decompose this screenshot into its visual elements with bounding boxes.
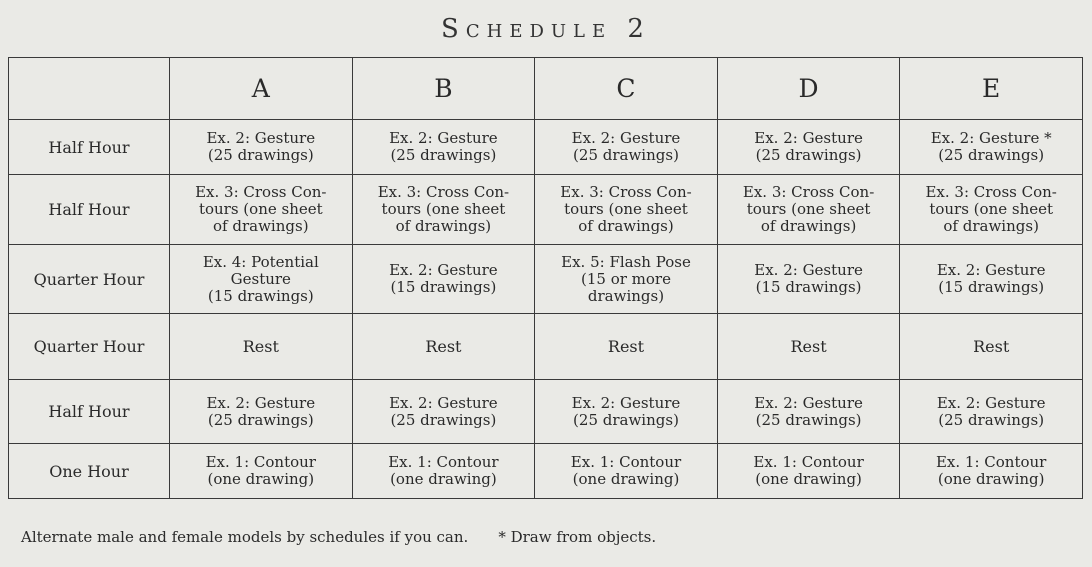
cell-text-line: Rest (242, 337, 279, 356)
cell-text-line: (one drawing) (755, 470, 862, 488)
cell-text-line: tours (one sheet (746, 200, 871, 218)
column-header-a: A (170, 58, 353, 120)
cell-text-line: tours (one sheet (381, 200, 506, 218)
cell-text-line: Ex. 2: Gesture (571, 393, 681, 412)
row-label: Half Hour (9, 175, 170, 245)
schedule-cell-c (535, 245, 718, 314)
schedule-cell-e (900, 245, 1083, 314)
row-label: One Hour (9, 444, 170, 499)
cell-text-line: Ex. 1: Contour (570, 453, 682, 471)
schedule-cell-c (535, 444, 718, 499)
schedule-cell-d (717, 380, 900, 444)
schedule-cell-c (535, 380, 718, 444)
cell-text-line: (25 drawings) (573, 410, 679, 429)
schedule-table (8, 57, 1083, 499)
cell-text-line: tours (one sheet (198, 200, 323, 218)
row-label: Half Hour (9, 380, 170, 444)
schedule-cell-e (900, 120, 1083, 175)
cell-text-line: (25 drawings) (207, 146, 314, 164)
cell-text-line: of drawings) (395, 217, 492, 235)
schedule-cell-c (535, 314, 718, 380)
schedule-cell-d (717, 120, 900, 175)
cell-text-line: (25 drawings) (938, 146, 1045, 164)
table-row (9, 245, 1083, 314)
schedule-cell-e (900, 444, 1083, 499)
cell-text-line: Ex. 2: Gesture (754, 261, 863, 279)
cell-text-line: drawings) (587, 286, 665, 305)
cell-text-line: Ex. 2: Gesture (936, 261, 1046, 279)
schedule-cell-b (352, 380, 535, 444)
cell-text-line: of drawings) (213, 217, 309, 235)
schedule-cell-e (900, 175, 1083, 245)
cell-text-line: Ex. 2: Gesture (206, 129, 316, 147)
schedule-cell-c (535, 120, 718, 175)
cell-text-line: (15 drawings) (938, 278, 1045, 296)
cell-text-line: (25 drawings) (207, 410, 314, 429)
cell-text-line: Ex. 2: Gesture (389, 393, 498, 412)
footnote (21, 528, 656, 546)
cell-text-line: (25 drawings) (390, 146, 497, 164)
footnote-draw-from-objects: * Draw from objects. (498, 528, 657, 546)
cell-text-line: Ex. 1: Contour (388, 453, 499, 471)
schedule-cell-b (352, 444, 535, 499)
cell-text-line: Ex. 2: Gesture (754, 129, 863, 147)
schedule-cell-a (170, 444, 353, 499)
cell-text-line: Ex. 2: Gesture (571, 129, 681, 147)
cell-text-line: Ex. 4: Potential (202, 252, 319, 271)
cell-text-line: (15 drawings) (390, 278, 497, 296)
table-row (9, 444, 1083, 499)
schedule-cell-d (717, 444, 900, 499)
schedule-cell-d (717, 175, 900, 245)
cell-text-line: (25 drawings) (390, 410, 497, 429)
row-label: Quarter Hour (9, 314, 170, 380)
cell-text-line: (25 drawings) (755, 146, 862, 164)
cell-text-line: (one drawing) (572, 470, 680, 488)
column-header-c: C (535, 58, 718, 120)
column-header-d: D (717, 58, 900, 120)
cell-text-line: (one drawing) (390, 470, 497, 488)
cell-text-line: Ex. 1: Contour (753, 453, 864, 471)
schedule-cell-e (900, 380, 1083, 444)
cell-text-line: tours (one sheet (929, 200, 1054, 218)
cell-text-line: Ex. 2: Gesture * (930, 129, 1052, 147)
column-header-row (9, 58, 1083, 120)
cell-text-line: Ex. 2: Gesture (389, 129, 498, 147)
cell-text-line: of drawings) (943, 217, 1039, 235)
schedule-cell-b (352, 175, 535, 245)
cell-text-line: tours (one sheet (564, 200, 688, 218)
cell-text-line: (15 or more (580, 269, 671, 288)
schedule-cell-d (717, 314, 900, 380)
row-label: Half Hour (9, 120, 170, 175)
schedule-cell-c (535, 175, 718, 245)
cell-text-line: (15 drawings) (755, 278, 862, 296)
cell-text-line: Ex. 5: Flash Pose (561, 252, 691, 271)
cell-text-line: Ex. 1: Contour (205, 453, 316, 471)
cell-text-line: Ex. 3: Cross Con- (925, 183, 1057, 201)
schedule-cell-a (170, 245, 353, 314)
cell-text-line: (one drawing) (207, 470, 315, 488)
schedule-cell-b (352, 314, 535, 380)
cell-text-line: Ex. 3: Cross Con- (195, 183, 327, 201)
cell-text-line: Rest (607, 337, 645, 356)
table-row (9, 120, 1083, 175)
row-label: Quarter Hour (9, 245, 170, 314)
schedule-cell-b (352, 245, 535, 314)
cell-text-line: Ex. 3: Cross Con- (742, 183, 875, 201)
table-row (9, 380, 1083, 444)
cell-text-line: Rest (425, 337, 462, 356)
cell-text-line: (15 drawings) (207, 286, 314, 305)
column-header-b: B (352, 58, 535, 120)
schedule-cell-a (170, 380, 353, 444)
column-header-e: E (900, 58, 1083, 120)
footnote-alternate-models: Alternate male and female models by schedules if you can. (21, 528, 469, 546)
table-row (9, 314, 1083, 380)
cell-text-line: Gesture (230, 269, 291, 288)
cell-text-line: Ex. 1: Contour (935, 453, 1047, 471)
schedule-cell-a (170, 175, 353, 245)
cell-text-line: of drawings) (760, 217, 857, 235)
cell-text-line: Rest (790, 337, 827, 356)
cell-text-line: (25 drawings) (755, 410, 862, 429)
cell-text-line: Ex. 2: Gesture (936, 393, 1046, 412)
schedule-cell-e (900, 314, 1083, 380)
corner-cell (9, 58, 170, 120)
cell-text-line: Ex. 2: Gesture (206, 393, 316, 412)
page-title: Schedule 2 (441, 14, 651, 44)
table-row (9, 175, 1083, 245)
cell-text-line: Ex. 2: Gesture (754, 393, 863, 412)
schedule-cell-b (352, 120, 535, 175)
cell-text-line: Ex. 3: Cross Con- (560, 183, 692, 201)
cell-text-line: (one drawing) (937, 470, 1045, 488)
cell-text-line: Ex. 2: Gesture (389, 261, 498, 279)
cell-text-line: Rest (973, 337, 1010, 356)
schedule-cell-d (717, 245, 900, 314)
cell-text-line: of drawings) (578, 217, 674, 235)
schedule-cell-a (170, 314, 353, 380)
cell-text-line: (25 drawings) (573, 146, 679, 164)
schedule-cell-a (170, 120, 353, 175)
cell-text-line: Ex. 3: Cross Con- (377, 183, 510, 201)
cell-text-line: (25 drawings) (938, 410, 1045, 429)
